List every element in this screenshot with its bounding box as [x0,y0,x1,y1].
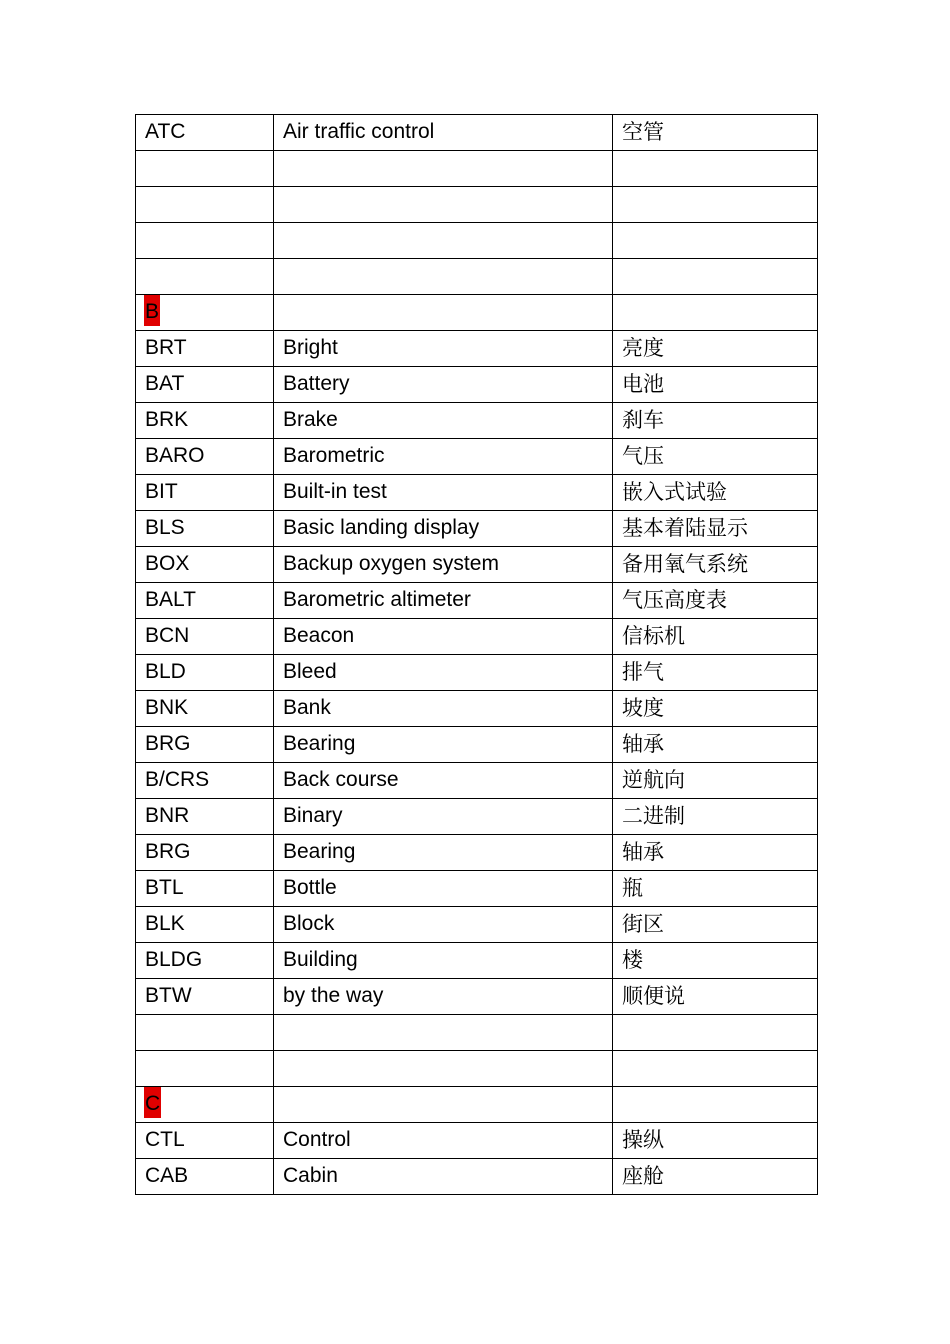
chinese-translation-text: 电池 [622,372,664,396]
chinese-translation-cell [613,475,818,511]
table-row [136,907,818,943]
empty-cell [274,187,613,223]
empty-row [136,1015,818,1051]
abbreviation-cell [136,583,274,619]
chinese-translation-text: 备用氧气系统 [622,552,748,576]
abbreviation-table-body [136,115,818,1195]
term-cell [274,583,613,619]
empty-row [136,1051,818,1087]
term-text: Cabin [283,1164,338,1187]
chinese-translation-cell [613,799,818,835]
term-text: Built-in test [283,480,387,503]
empty-cell [136,187,274,223]
table-row [136,403,818,439]
term-text: Binary [283,804,343,827]
abbreviation-text: BLK [145,912,185,935]
empty-row [136,223,818,259]
term-text: Back course [283,768,399,791]
table-row [136,1159,818,1195]
chinese-translation-text: 坡度 [622,696,664,720]
empty-cell [274,1051,613,1087]
term-text: Bearing [283,732,356,755]
term-cell [274,403,613,439]
abbreviation-cell [136,331,274,367]
term-cell [274,763,613,799]
abbreviation-cell [136,799,274,835]
chinese-translation-text: 瓶 [622,876,643,900]
section-header-row [136,295,818,331]
abbreviation-text: BLS [145,516,185,539]
term-text: Barometric altimeter [283,588,471,611]
term-text: Air traffic control [283,120,435,143]
section-letter-cell [136,1087,274,1123]
abbreviation-text: BIT [145,480,178,503]
chinese-translation-text: 刹车 [622,408,664,432]
term-cell [274,475,613,511]
abbreviation-text: BRK [145,408,189,431]
term-cell [274,655,613,691]
empty-cell [613,295,818,331]
abbreviation-table [135,114,818,1195]
term-cell [274,799,613,835]
abbreviation-text: BLDG [145,948,203,971]
abbreviation-text: BLD [145,660,186,683]
chinese-translation-cell [613,619,818,655]
chinese-translation-cell [613,439,818,475]
term-text: Battery [283,372,350,395]
abbreviation-text: BOX [145,552,190,575]
abbreviation-cell [136,655,274,691]
abbreviation-text: BRG [145,840,191,863]
term-text: Bright [283,336,338,359]
abbreviation-text: BNK [145,696,189,719]
term-text: Beacon [283,624,355,647]
term-text: Bottle [283,876,337,899]
table-row [136,727,818,763]
abbreviation-text: ATC [145,120,186,143]
abbreviation-cell [136,619,274,655]
term-text: Brake [283,408,338,431]
abbreviation-text: BAT [145,372,185,395]
empty-cell [136,1015,274,1051]
section-letter: B [144,295,160,326]
table-row [136,871,818,907]
abbreviation-cell [136,1159,274,1195]
chinese-translation-text: 轴承 [622,732,664,756]
table-row [136,763,818,799]
chinese-translation-cell [613,403,818,439]
chinese-translation-cell [613,691,818,727]
term-cell [274,331,613,367]
table-row [136,1123,818,1159]
abbreviation-cell [136,439,274,475]
chinese-translation-cell [613,115,818,151]
term-text: by the way [283,984,384,1007]
chinese-translation-text: 街区 [622,912,664,936]
term-text: Basic landing display [283,516,480,539]
table-row [136,619,818,655]
term-cell [274,511,613,547]
table-row [136,799,818,835]
empty-cell [613,1087,818,1123]
table-row [136,583,818,619]
term-cell [274,367,613,403]
table-row [136,115,818,151]
empty-row [136,151,818,187]
term-cell [274,619,613,655]
term-cell [274,871,613,907]
chinese-translation-text: 排气 [622,660,664,684]
term-cell [274,943,613,979]
empty-cell [613,223,818,259]
term-text: Backup oxygen system [283,552,499,575]
empty-cell [274,259,613,295]
term-cell [274,691,613,727]
abbreviation-cell [136,691,274,727]
empty-cell [613,187,818,223]
abbreviation-cell [136,403,274,439]
chinese-translation-cell [613,835,818,871]
term-text: Barometric [283,444,385,467]
term-cell [274,115,613,151]
chinese-translation-cell [613,727,818,763]
table-row [136,475,818,511]
empty-cell [274,151,613,187]
chinese-translation-cell [613,511,818,547]
chinese-translation-cell [613,871,818,907]
chinese-translation-cell [613,367,818,403]
abbreviation-text: BTL [145,876,184,899]
chinese-translation-text: 逆航向 [622,768,685,792]
chinese-translation-text: 顺便说 [622,984,685,1008]
section-letter: C [144,1087,161,1118]
empty-cell [613,1051,818,1087]
table-row [136,367,818,403]
chinese-translation-cell [613,763,818,799]
abbreviation-cell [136,871,274,907]
term-cell [274,547,613,583]
empty-cell [136,259,274,295]
abbreviation-cell [136,763,274,799]
term-text: Block [283,912,335,935]
table-row [136,691,818,727]
term-text: Bank [283,696,331,719]
abbreviation-cell [136,727,274,763]
section-header-row [136,1087,818,1123]
table-row [136,331,818,367]
term-text: Bleed [283,660,337,683]
table-row [136,979,818,1015]
chinese-translation-text: 基本着陆显示 [622,516,748,540]
abbreviation-text: BCN [145,624,190,647]
abbreviation-cell [136,1123,274,1159]
chinese-translation-text: 亮度 [622,336,664,360]
chinese-translation-text: 座舱 [622,1164,664,1188]
chinese-translation-text: 气压 [622,444,664,468]
chinese-translation-text: 嵌入式试验 [622,480,727,504]
abbreviation-cell [136,943,274,979]
chinese-translation-text: 二进制 [622,804,685,828]
section-letter-cell [136,295,274,331]
abbreviation-cell [136,511,274,547]
empty-cell [136,223,274,259]
chinese-translation-cell [613,547,818,583]
empty-cell [274,295,613,331]
abbreviation-text: BALT [145,588,196,611]
abbreviation-cell [136,367,274,403]
chinese-translation-cell [613,583,818,619]
chinese-translation-cell [613,1159,818,1195]
empty-cell [613,259,818,295]
term-cell [274,835,613,871]
term-text: Control [283,1128,351,1151]
chinese-translation-cell [613,907,818,943]
table-row [136,655,818,691]
term-cell [274,1123,613,1159]
table-row [136,547,818,583]
table-row [136,943,818,979]
chinese-translation-text: 气压高度表 [622,588,727,612]
term-cell [274,979,613,1015]
empty-cell [274,1015,613,1051]
chinese-translation-text: 轴承 [622,840,664,864]
chinese-translation-text: 操纵 [622,1128,664,1152]
empty-row [136,187,818,223]
abbreviation-text: CAB [145,1164,189,1187]
empty-cell [613,1015,818,1051]
table-row [136,511,818,547]
term-text: Building [283,948,358,971]
abbreviation-text: BNR [145,804,190,827]
empty-cell [136,151,274,187]
term-cell [274,727,613,763]
abbreviation-cell [136,979,274,1015]
chinese-translation-text: 楼 [622,948,643,972]
abbreviation-text: BTW [145,984,192,1007]
chinese-translation-cell [613,943,818,979]
abbreviation-text: BRG [145,732,191,755]
table-row [136,835,818,871]
abbreviation-cell [136,547,274,583]
table-row [136,439,818,475]
term-cell [274,439,613,475]
abbreviation-text: B/CRS [145,768,210,791]
term-cell [274,907,613,943]
chinese-translation-cell [613,1123,818,1159]
term-cell [274,1159,613,1195]
empty-row [136,259,818,295]
empty-cell [613,151,818,187]
abbreviation-text: CTL [145,1128,185,1151]
chinese-translation-cell [613,331,818,367]
chinese-translation-text: 信标机 [622,624,685,648]
abbreviation-text: BRT [145,336,187,359]
abbreviation-text: BARO [145,444,205,467]
abbreviation-cell [136,835,274,871]
chinese-translation-text: 空管 [622,120,664,144]
abbreviation-cell [136,475,274,511]
empty-cell [274,1087,613,1123]
empty-cell [274,223,613,259]
abbreviation-cell [136,907,274,943]
chinese-translation-cell [613,979,818,1015]
empty-cell [136,1051,274,1087]
chinese-translation-cell [613,655,818,691]
abbreviation-cell [136,115,274,151]
term-text: Bearing [283,840,356,863]
